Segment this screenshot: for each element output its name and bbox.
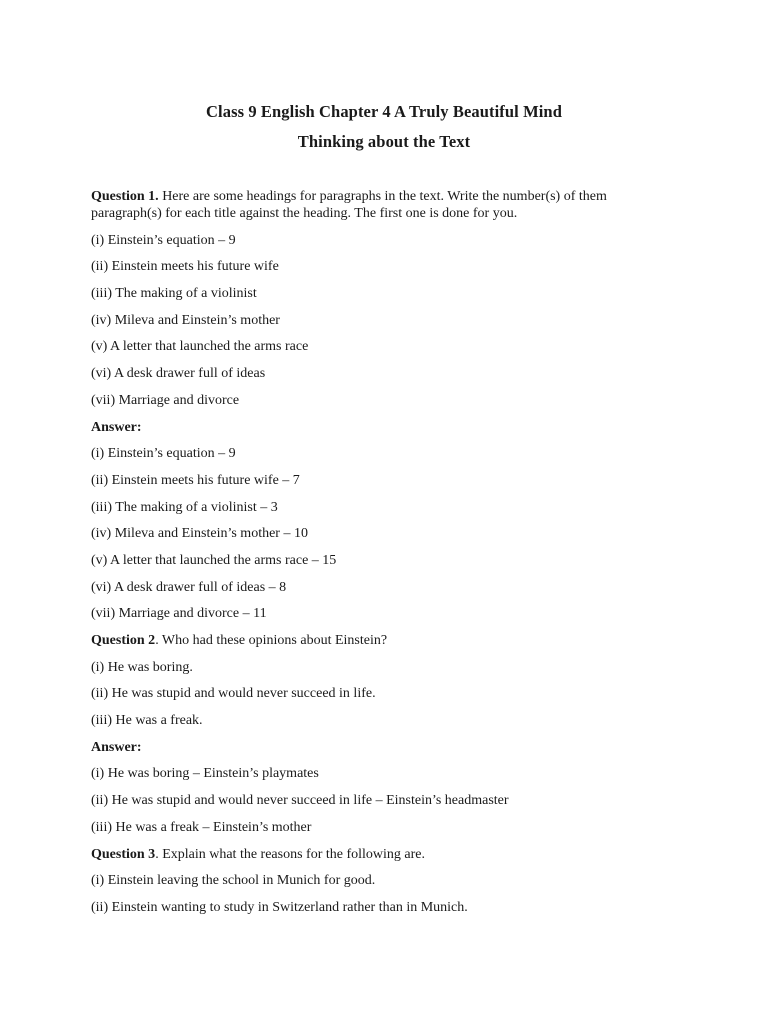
q3-item: (ii) Einstein wanting to study in Switzerland rather than in Munich. — [91, 899, 468, 915]
q1-answer: (vi) A desk drawer full of ideas – 8 — [91, 579, 287, 595]
q1-item: (iv) Mileva and Einstein’s mother — [91, 312, 280, 328]
q1-answer: (ii) Einstein meets his future wife – 7 — [91, 472, 300, 488]
q2-answer: (ii) He was stupid and would never succeed in life – Einstein’s headmaster — [91, 793, 509, 809]
question-2-label: Question 2 — [91, 633, 156, 648]
q1-answer-label — [91, 419, 681, 436]
page-title: Class 9 English Chapter 4 A Truly Beautiful Mind — [206, 102, 562, 121]
q1-answer: (iii) The making of a violinist – 3 — [91, 499, 278, 515]
question-2 — [91, 632, 681, 649]
q1-answer: (vii) Marriage and divorce – 11 — [91, 606, 267, 622]
answer-label-text: Answer: — [91, 419, 142, 435]
q1-item: (iii) The making of a violinist — [91, 286, 257, 302]
q2-item: (iii) He was a freak. — [91, 713, 203, 729]
q1-answer: (iv) Mileva and Einstein’s mother – 10 — [91, 526, 308, 542]
q1-item: (ii) Einstein meets his future wife — [91, 259, 279, 275]
question-3-text: . Explain what the reasons for the following are. — [155, 846, 425, 862]
answer-label-text: Answer: — [91, 739, 142, 755]
q1-item: (vi) A desk drawer full of ideas — [91, 366, 266, 382]
q1-answer: (i) Einstein’s equation – 9 — [91, 446, 236, 462]
q1-answer: (v) A letter that launched the arms race – 15 — [91, 552, 337, 568]
q2-item: (ii) He was stupid and would never succeed in life. — [91, 686, 376, 702]
q2-answer-label — [91, 739, 681, 756]
question-1 — [91, 188, 681, 222]
q2-answer: (iii) He was a freak – Einstein’s mother — [91, 819, 312, 835]
q2-item: (i) He was boring. — [91, 659, 193, 675]
q1-item: (i) Einstein’s equation – 9 — [91, 232, 236, 248]
q1-item: (v) A letter that launched the arms race — [91, 339, 309, 355]
q3-item: (i) Einstein leaving the school in Munich for good. — [91, 873, 376, 889]
question-1-label: Question 1. — [91, 189, 159, 204]
q1-item: (vii) Marriage and divorce — [91, 392, 240, 408]
question-2-text: . Who had these opinions about Einstein? — [155, 633, 388, 648]
document-body — [91, 188, 681, 916]
question-3 — [91, 846, 681, 863]
q2-answer: (i) He was boring – Einstein’s playmates — [91, 766, 319, 782]
question-3-label: Question 3 — [91, 846, 156, 862]
question-1-text: Here are some headings for paragraphs in the text. Write the number(s) of them paragraph(s) for each title against the heading. The first one is done for you. — [91, 189, 607, 221]
page-subtitle: Thinking about the Text — [297, 132, 471, 151]
